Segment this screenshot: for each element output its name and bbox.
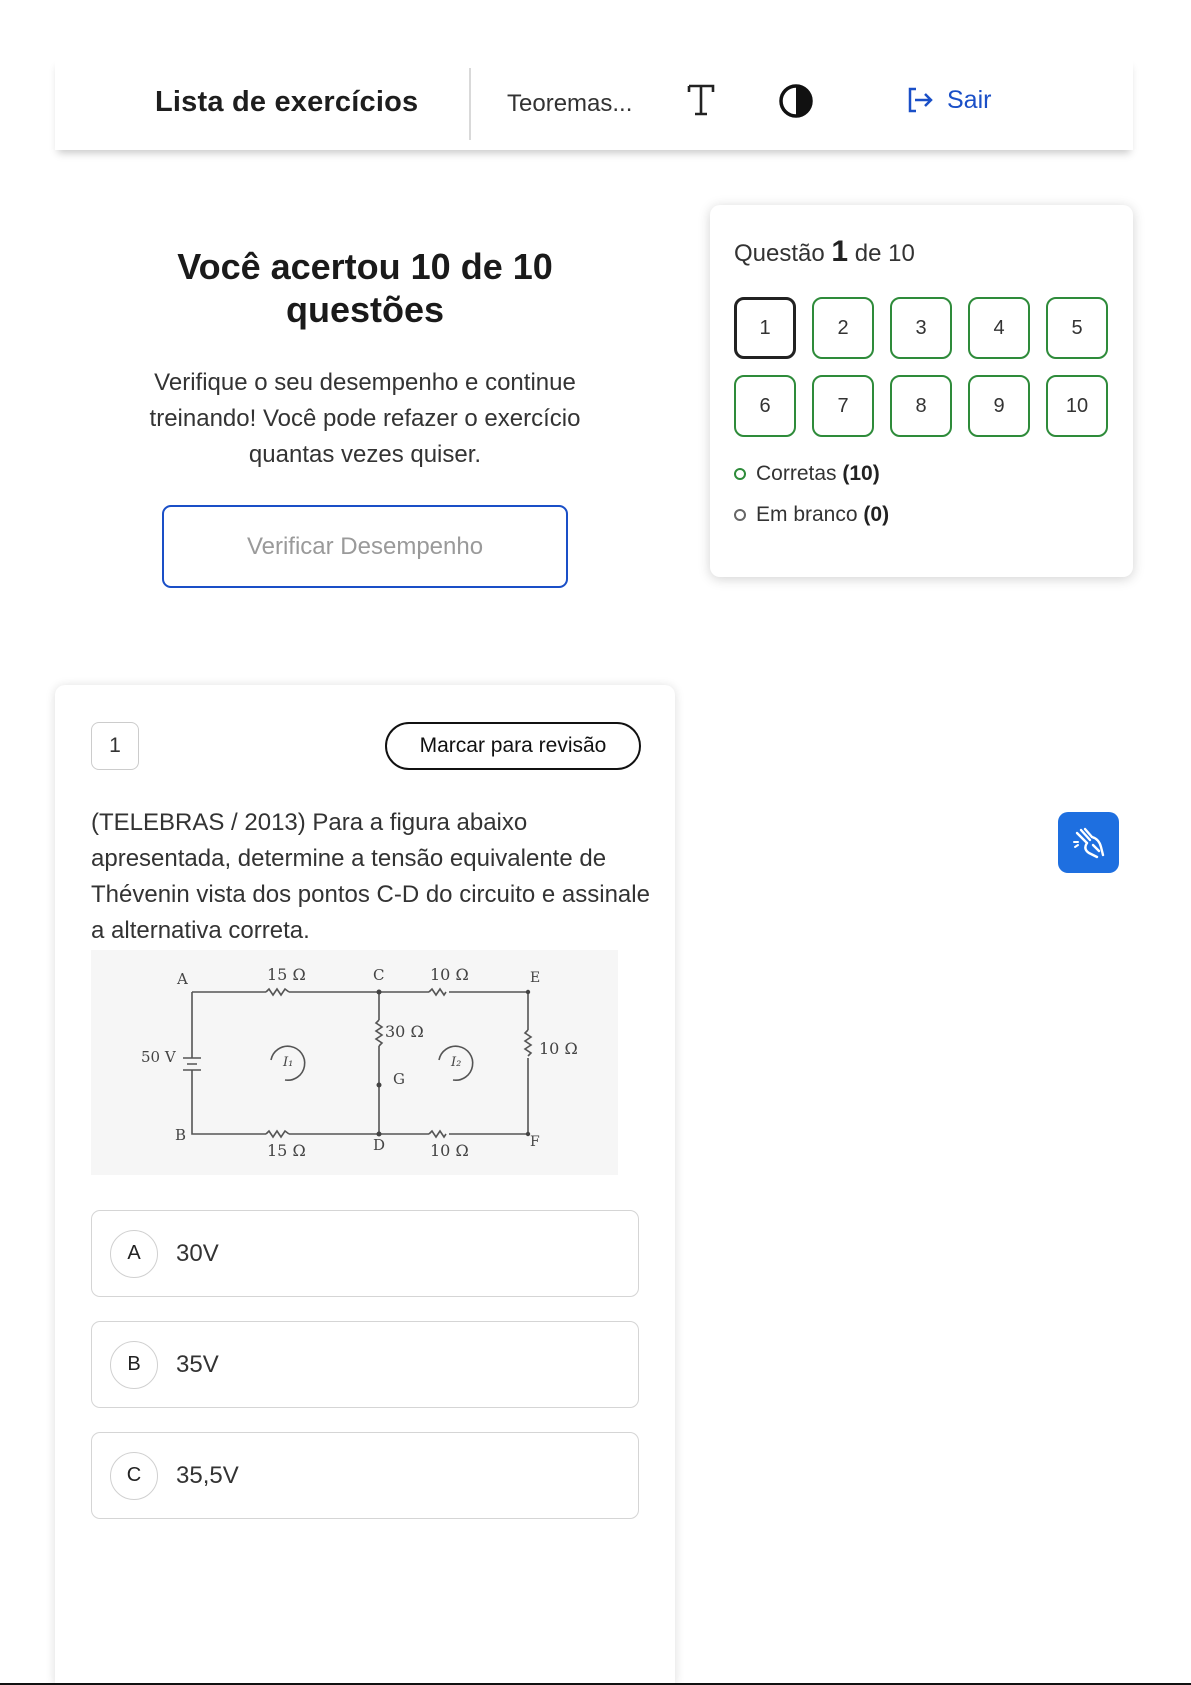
sign-language-icon [1069,823,1109,863]
option-text: 30V [176,1239,219,1267]
option-text: 35,5V [176,1461,239,1489]
mark-review-button[interactable]: Marcar para revisão [385,722,641,770]
correct-dot-icon [734,468,746,480]
result-summary [110,245,620,473]
question-button-4[interactable]: 4 [968,297,1030,359]
navigator-prefix: Questão [734,240,825,267]
navigator-suffix: de 10 [854,240,915,267]
question-card [55,685,675,1685]
question-statement: (TELEBRAS / 2013) Para a figura abaixo apresentada, determine a tensão equivalente de Thévenin vista dos pontos C-D do circuito e assinale a alternativa correta. [91,809,650,944]
contrast-icon[interactable] [777,82,815,120]
question-button-3[interactable]: 3 [890,297,952,359]
label-r-cd: 30 Ω [385,1022,424,1041]
question-grid [734,297,1108,437]
question-button-7[interactable]: 7 [812,375,874,437]
option-b[interactable] [91,1321,639,1408]
logout-icon [903,84,935,116]
question-button-1[interactable]: 1 [734,297,796,359]
label-e: E [530,970,541,986]
option-text: 35V [176,1350,219,1378]
header-divider [469,68,471,140]
label-i1: I₁ [283,1055,294,1070]
legend-correct [734,462,880,486]
app-title: Lista de exercícios [155,86,419,118]
navigator-title [734,235,915,269]
blank-dot-icon [734,509,746,521]
question-button-6[interactable]: 6 [734,375,796,437]
question-button-5[interactable]: 5 [1046,297,1108,359]
question-button-8[interactable]: 8 [890,375,952,437]
legend-blank-count: (0) [863,503,890,526]
legend-correct-label: Corretas [756,462,837,485]
question-number: 1 [91,722,139,770]
verify-performance-button[interactable]: Verificar Desempenho [162,505,568,588]
label-r-df: 10 Ω [430,1141,469,1160]
option-letter: B [110,1341,158,1389]
topic-title: Teoremas... [507,90,633,117]
label-r-ce: 10 Ω [430,965,469,984]
result-message: Verifique o seu desempenho e continue treinando! Você pode refazer o exercício quantas vezes quiser. [149,369,581,468]
option-a[interactable] [91,1210,639,1297]
label-a: A [177,970,188,988]
label-r-ac: 15 Ω [267,965,306,984]
question-button-9[interactable]: 9 [968,375,1030,437]
logout-label: Sair [947,85,992,114]
label-r-bd: 15 Ω [267,1141,306,1160]
circuit-diagram [91,950,618,1175]
question-button-10[interactable]: 10 [1046,375,1108,437]
option-c[interactable] [91,1432,639,1519]
legend-correct-count: (10) [842,462,880,485]
option-letter: A [110,1230,158,1278]
legend-blank [734,503,889,527]
label-f: F [530,1134,540,1150]
label-i2: I₂ [451,1055,462,1070]
label-g: G [393,1070,405,1088]
question-button-2[interactable]: 2 [812,297,874,359]
result-title: Você acertou 10 de 10 questões [177,246,553,330]
libras-accessibility-button[interactable] [1058,812,1119,873]
question-navigator [710,205,1133,577]
legend-blank-label: Em branco [756,503,858,526]
label-d: D [373,1136,386,1154]
top-header [55,58,1133,150]
logout-button[interactable] [903,84,991,116]
option-letter: C [110,1452,158,1500]
navigator-current: 1 [831,235,849,268]
label-b: B [175,1126,187,1144]
label-source: 50 V [141,1048,176,1066]
label-r-ef: 10 Ω [539,1039,578,1058]
font-size-icon[interactable] [679,80,723,120]
label-c: C [373,966,385,984]
